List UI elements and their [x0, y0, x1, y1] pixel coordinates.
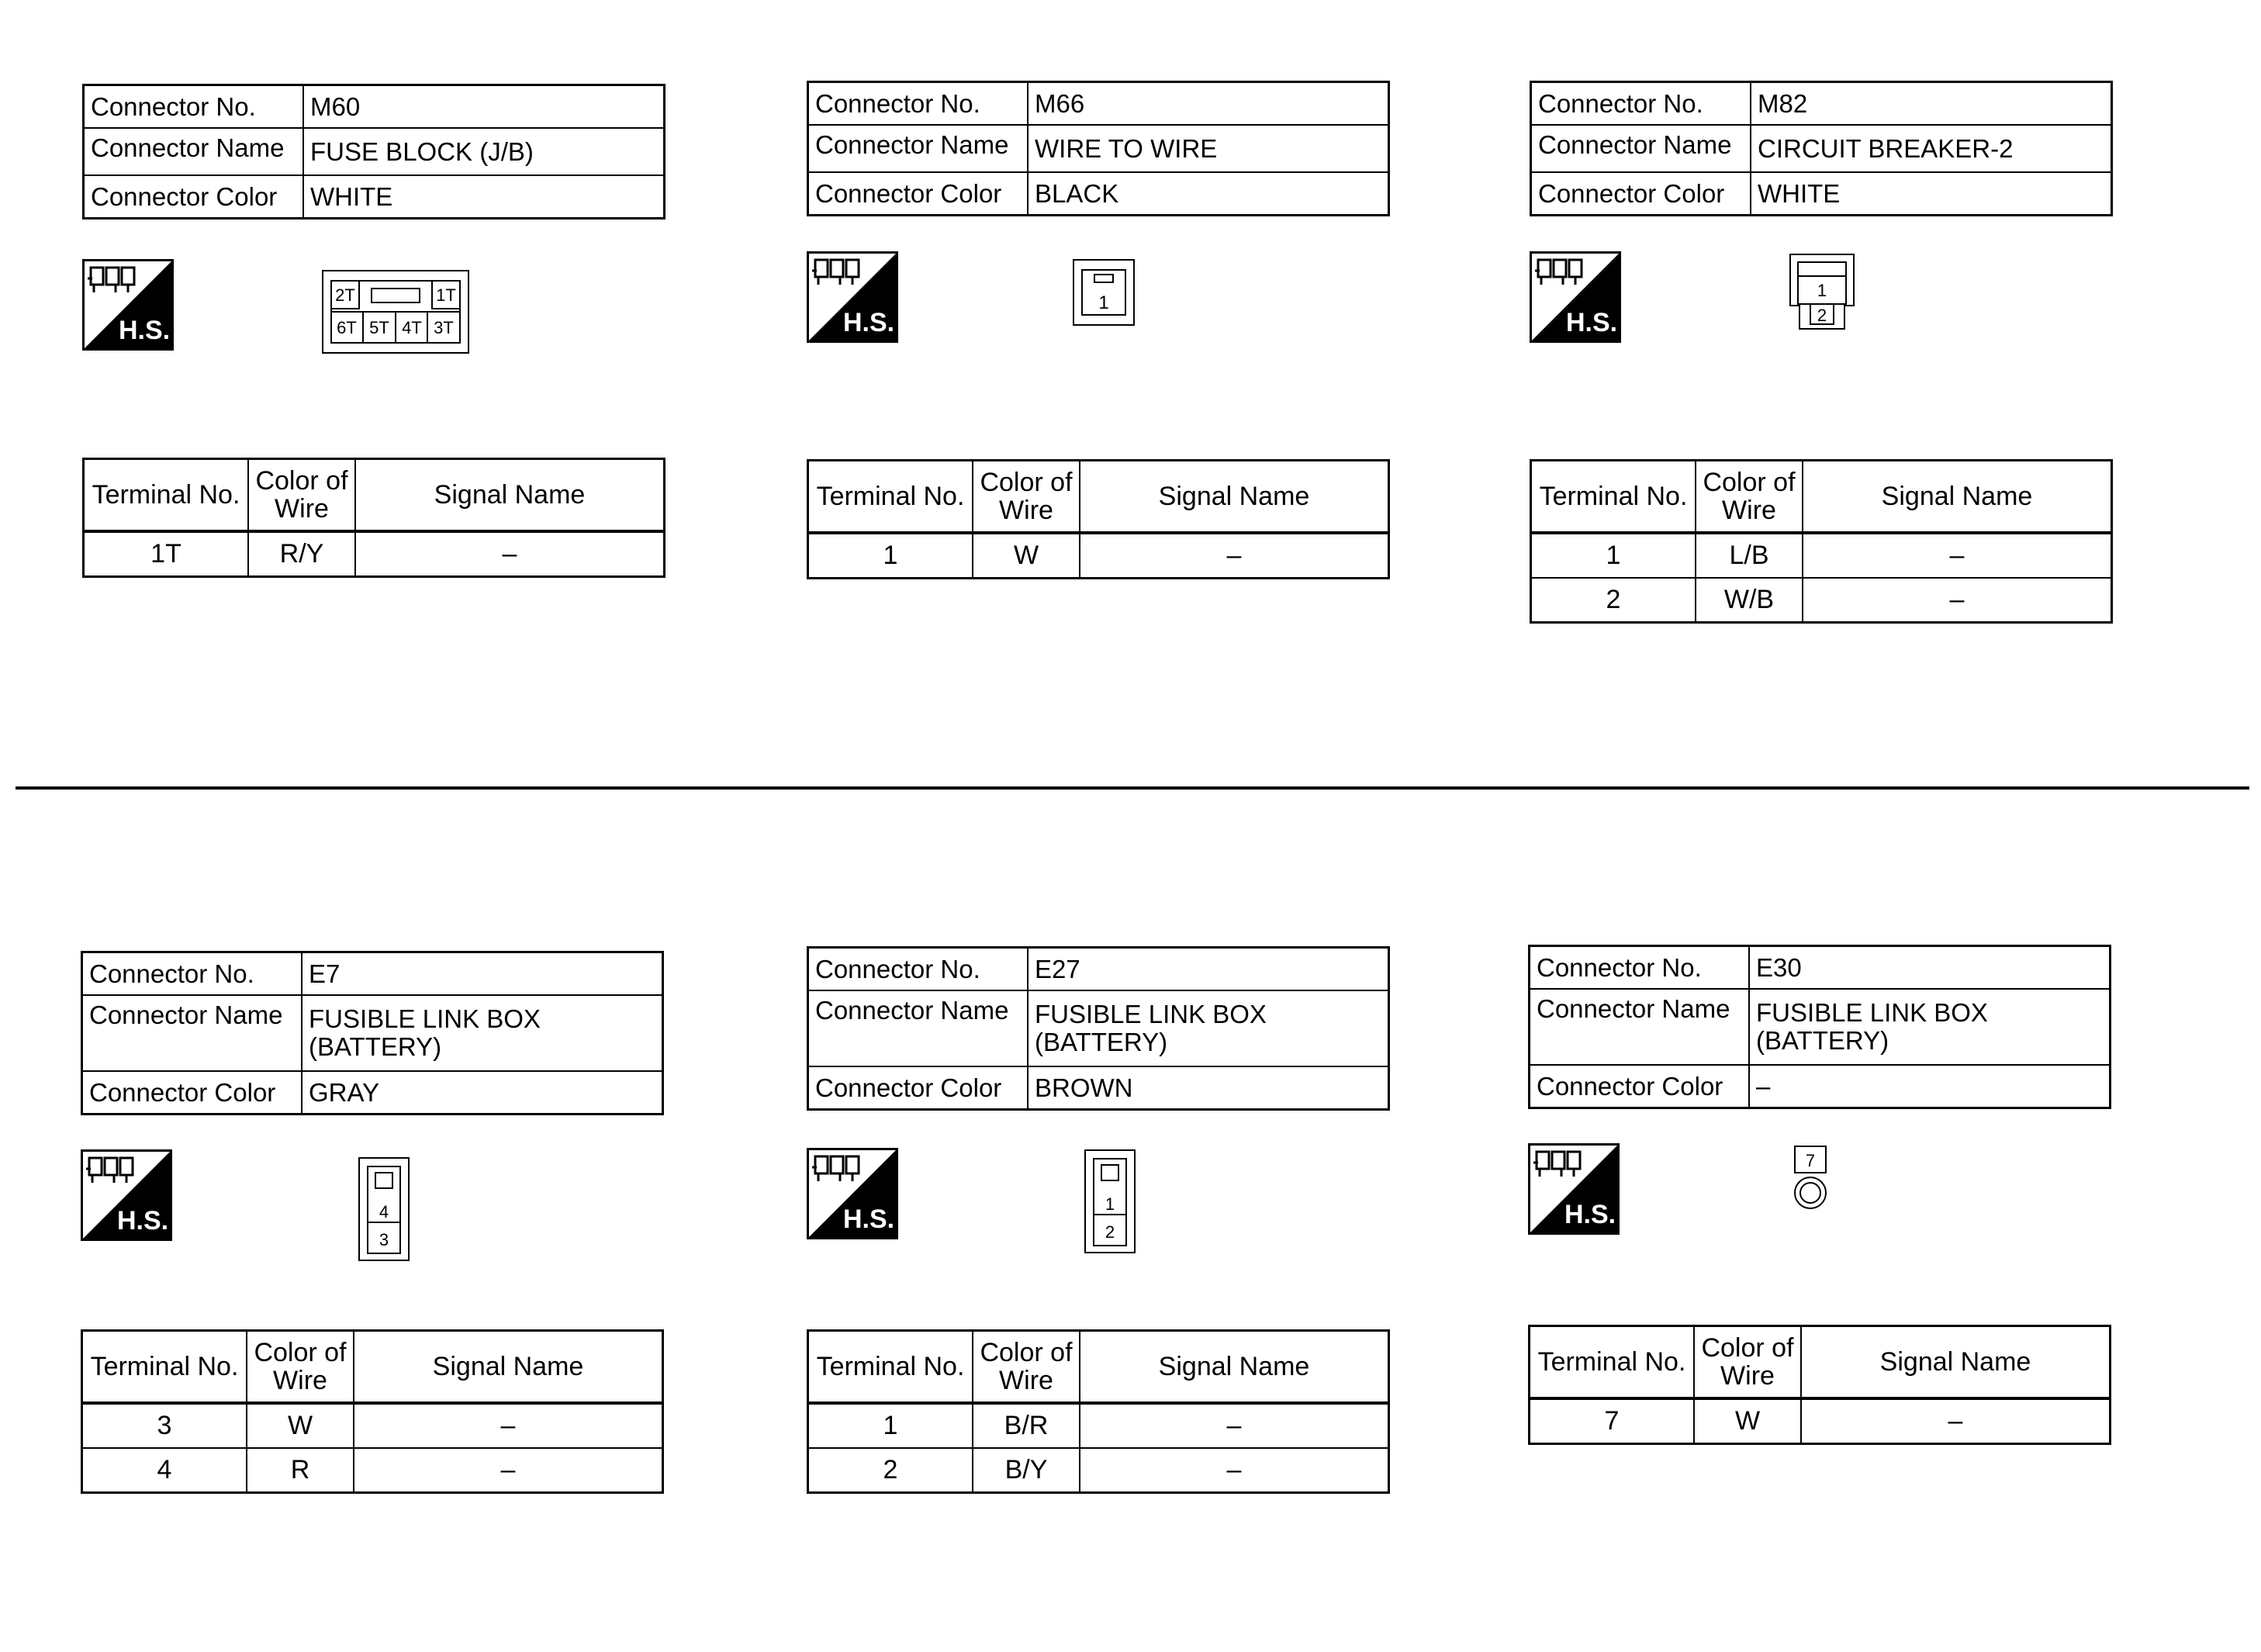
harness-side-icon — [807, 251, 898, 343]
connector-info-table — [1530, 81, 2113, 216]
terminal-row — [84, 531, 665, 577]
connector-no-value: M60 — [303, 85, 665, 129]
connector-name-row — [82, 995, 663, 1071]
connector-name-row — [1530, 989, 2111, 1065]
terminal-no-header: Terminal No. — [82, 1331, 247, 1404]
connector-name-value: CIRCUIT BREAKER-2 — [1751, 125, 2112, 172]
hs-label: H.S. — [843, 308, 895, 337]
connector-name-value: FUSIBLE LINK BOX (BATTERY) — [1028, 990, 1389, 1066]
connector-face-diagram — [1789, 253, 1855, 334]
connector-no-value: M66 — [1028, 82, 1389, 126]
connector-no-label: Connector No. — [82, 952, 303, 996]
connector-color-value: BROWN — [1028, 1066, 1389, 1110]
pin-label: 7 — [1805, 1151, 1816, 1170]
connector-name-value: FUSIBLE LINK BOX (BATTERY) — [302, 995, 663, 1071]
terminal-no-header: Terminal No. — [84, 459, 249, 532]
terminal-row — [1531, 578, 2112, 623]
connector-face-diagram — [322, 270, 469, 358]
terminal-row — [82, 1448, 663, 1493]
connector-color-label: Connector Color — [808, 1066, 1029, 1110]
connector-name-value: FUSE BLOCK (J/B) — [303, 128, 665, 175]
signal-name-header: Signal Name — [1080, 461, 1389, 534]
connector-color-row — [808, 1066, 1389, 1110]
terminal-table-header — [1531, 461, 2112, 534]
connector-no-label: Connector No. — [808, 948, 1029, 991]
connector-face-diagram — [1793, 1145, 1829, 1215]
connector-name-row — [808, 125, 1389, 172]
signal-name-cell: – — [1803, 578, 2112, 623]
wire-color-cell: R — [247, 1448, 354, 1493]
connector-color-value: WHITE — [303, 175, 665, 219]
wire-color-header: Color of Wire — [973, 1331, 1080, 1404]
pin-label: 2 — [1105, 1222, 1115, 1242]
connector-name-row — [84, 128, 665, 175]
connector-no-row — [808, 948, 1389, 991]
connector-color-label: Connector Color — [84, 175, 304, 219]
signal-name-cell: – — [1801, 1398, 2111, 1444]
terminal-table — [807, 459, 1390, 579]
section-divider — [16, 786, 2249, 790]
connector-color-row — [84, 175, 665, 219]
hs-label: H.S. — [1566, 308, 1618, 337]
connector-name-label: Connector Name — [84, 128, 304, 175]
wire-color-cell: B/R — [973, 1403, 1080, 1448]
wire-color-cell: W — [973, 533, 1080, 579]
connector-color-row — [1531, 172, 2112, 216]
signal-name-cell: – — [355, 531, 665, 577]
terminal-table-header — [808, 1331, 1389, 1404]
connector-color-label: Connector Color — [1530, 1065, 1750, 1108]
connector-color-row — [808, 172, 1389, 216]
connector-color-value: BLACK — [1028, 172, 1389, 216]
terminal-no-cell: 2 — [808, 1448, 973, 1493]
terminal-row — [82, 1403, 663, 1448]
harness-side-icon — [82, 259, 174, 351]
harness-side-icon — [81, 1149, 172, 1241]
terminal-no-cell: 1 — [808, 1403, 973, 1448]
terminal-no-cell: 4 — [82, 1448, 247, 1493]
connector-info-table — [82, 84, 666, 219]
signal-name-cell: – — [1080, 1448, 1389, 1493]
connector-info-table — [81, 951, 664, 1115]
wire-color-header: Color of Wire — [248, 459, 355, 532]
signal-name-cell: – — [1080, 533, 1389, 579]
terminal-table-header — [82, 1331, 663, 1404]
connector-name-label: Connector Name — [1530, 989, 1750, 1065]
wire-color-cell: W — [247, 1403, 354, 1448]
pin-label: 1 — [1817, 281, 1827, 300]
terminal-no-header: Terminal No. — [808, 461, 973, 534]
wire-color-header: Color of Wire — [973, 461, 1080, 534]
terminal-no-cell: 1T — [84, 531, 249, 577]
hs-label: H.S. — [117, 1206, 169, 1236]
hs-label: H.S. — [843, 1204, 895, 1234]
signal-name-cell: – — [1080, 1403, 1389, 1448]
signal-name-header: Signal Name — [1080, 1331, 1389, 1404]
pin-label: 3T — [434, 318, 454, 337]
terminal-row — [808, 1448, 1389, 1493]
wire-color-header: Color of Wire — [1694, 1326, 1801, 1399]
connector-no-label: Connector No. — [84, 85, 304, 129]
signal-name-header: Signal Name — [1801, 1326, 2111, 1399]
terminal-row — [808, 1403, 1389, 1448]
terminal-table — [81, 1329, 664, 1494]
harness-side-icon — [807, 1148, 898, 1239]
wire-color-header: Color of Wire — [1696, 461, 1803, 534]
wire-color-cell: W/B — [1696, 578, 1803, 623]
connector-name-row — [1531, 125, 2112, 172]
connector-name-label: Connector Name — [1531, 125, 1751, 172]
pin-label: 2T — [335, 285, 355, 305]
connector-no-value: M82 — [1751, 82, 2112, 126]
connector-no-row — [84, 85, 665, 129]
terminal-row — [1531, 533, 2112, 578]
pin-label: 2 — [1817, 306, 1827, 325]
terminal-no-cell: 1 — [808, 533, 973, 579]
wire-color-cell: R/Y — [248, 531, 355, 577]
terminal-table — [82, 458, 666, 578]
connector-name-value: WIRE TO WIRE — [1028, 125, 1389, 172]
connector-no-row — [1531, 82, 2112, 126]
pin-label: 5T — [369, 318, 389, 337]
signal-name-header: Signal Name — [354, 1331, 663, 1404]
terminal-no-header: Terminal No. — [1530, 1326, 1695, 1399]
connector-face-diagram — [1084, 1149, 1136, 1257]
terminal-no-header: Terminal No. — [1531, 461, 1696, 534]
hs-label: H.S. — [119, 316, 171, 345]
signal-name-header: Signal Name — [1803, 461, 2112, 534]
wire-color-cell: L/B — [1696, 533, 1803, 578]
connector-no-value: E30 — [1749, 946, 2111, 990]
pin-label: 1T — [436, 285, 456, 305]
harness-side-icon — [1530, 251, 1621, 343]
connector-no-row — [82, 952, 663, 996]
connector-no-row — [1530, 946, 2111, 990]
wire-color-cell: B/Y — [973, 1448, 1080, 1493]
terminal-no-cell: 3 — [82, 1403, 247, 1448]
connector-no-value: E7 — [302, 952, 663, 996]
wire-color-cell: W — [1694, 1398, 1801, 1444]
connector-name-label: Connector Name — [808, 990, 1029, 1066]
pin-label: 3 — [379, 1230, 389, 1249]
connector-name-label: Connector Name — [808, 125, 1029, 172]
signal-name-cell: – — [354, 1403, 663, 1448]
connector-no-label: Connector No. — [1530, 946, 1750, 990]
connector-face-diagram — [358, 1157, 410, 1265]
harness-side-icon — [1528, 1143, 1620, 1235]
connector-no-label: Connector No. — [808, 82, 1029, 126]
connector-no-value: E27 — [1028, 948, 1389, 991]
terminal-table-header — [1530, 1326, 2111, 1399]
connector-color-value: GRAY — [302, 1071, 663, 1115]
terminal-table-header — [84, 459, 665, 532]
pin-label: 6T — [337, 318, 357, 337]
connector-name-value: FUSIBLE LINK BOX (BATTERY) — [1749, 989, 2111, 1065]
connector-info-table — [1528, 945, 2111, 1109]
terminal-no-header: Terminal No. — [808, 1331, 973, 1404]
connector-face-diagram — [1073, 259, 1135, 330]
connector-name-row — [808, 990, 1389, 1066]
pin-label: 4 — [379, 1202, 389, 1222]
terminal-table — [1530, 459, 2113, 624]
signal-name-header: Signal Name — [355, 459, 665, 532]
terminal-table-header — [808, 461, 1389, 534]
connector-color-row — [82, 1071, 663, 1115]
pin-label: 4T — [402, 318, 422, 337]
connector-color-row — [1530, 1065, 2111, 1108]
connector-color-value: – — [1749, 1065, 2111, 1108]
connector-color-value: WHITE — [1751, 172, 2112, 216]
pin-label: 1 — [1098, 292, 1109, 313]
pin-label: 1 — [1105, 1194, 1115, 1214]
connector-name-label: Connector Name — [82, 995, 303, 1071]
connector-info-table — [807, 81, 1390, 216]
hs-label: H.S. — [1564, 1200, 1616, 1229]
connector-no-row — [808, 82, 1389, 126]
terminal-no-cell: 1 — [1531, 533, 1696, 578]
terminal-table — [807, 1329, 1390, 1494]
terminal-no-cell: 2 — [1531, 578, 1696, 623]
connector-color-label: Connector Color — [82, 1071, 303, 1115]
terminal-row — [1530, 1398, 2111, 1444]
terminal-no-cell: 7 — [1530, 1398, 1695, 1444]
wire-color-header: Color of Wire — [247, 1331, 354, 1404]
connector-color-label: Connector Color — [808, 172, 1029, 216]
connector-no-label: Connector No. — [1531, 82, 1751, 126]
signal-name-cell: – — [1803, 533, 2112, 578]
signal-name-cell: – — [354, 1448, 663, 1493]
connector-info-table — [807, 946, 1390, 1111]
terminal-row — [808, 533, 1389, 579]
connector-color-label: Connector Color — [1531, 172, 1751, 216]
terminal-table — [1528, 1325, 2111, 1445]
